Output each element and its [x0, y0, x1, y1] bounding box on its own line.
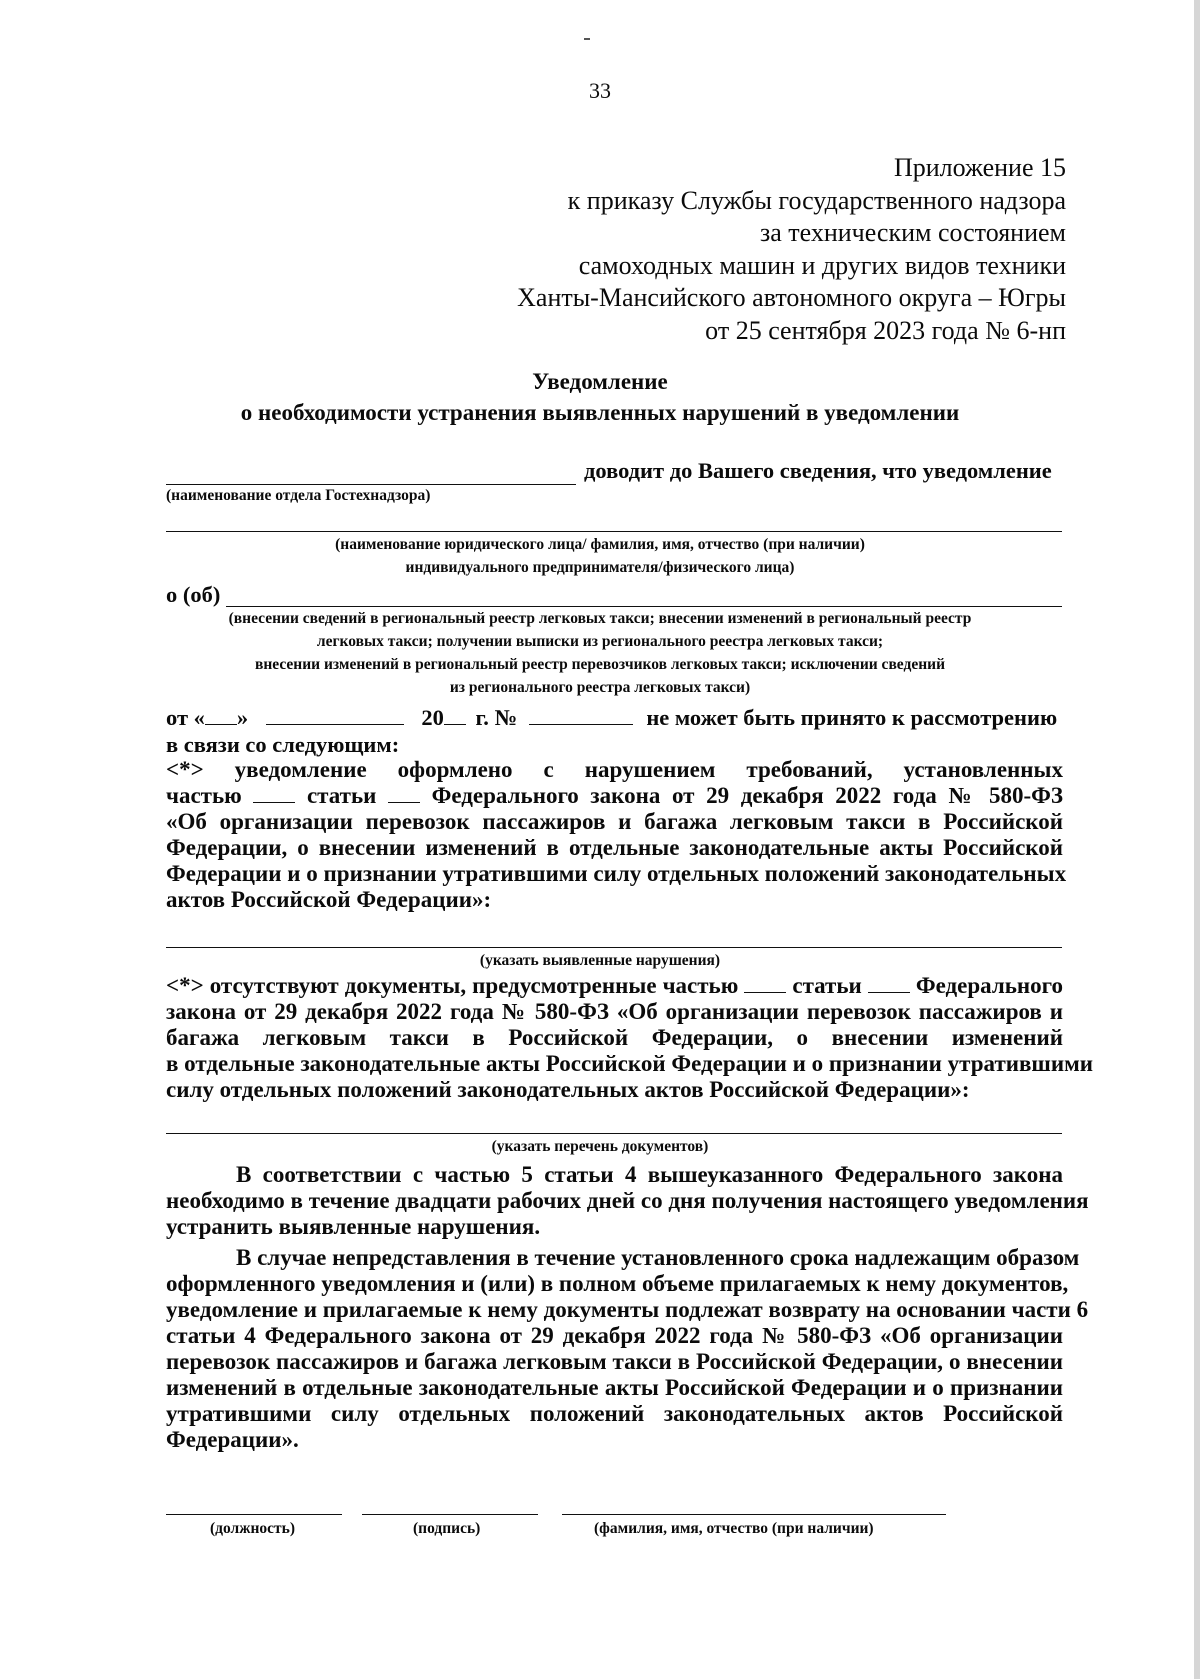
- about-caption-3: внесении изменений в региональный реестр перевозчиков легковых такси; исключении сведений: [254, 656, 945, 673]
- deadline-paragraph: [166, 1162, 1089, 1240]
- dept-text: доводит до Вашего сведения, что уведомление: [584, 458, 1052, 483]
- entity-caption-1: (наименование юридического лица/ фамилия, имя, отчество (при наличии): [335, 536, 865, 553]
- violation-line-5: Федерации и о признании утратившими силу отдельных положений законодательных: [166, 861, 1067, 886]
- documents-line-5: силу отдельных положений законодательных актов Российской Федерации»:: [166, 1077, 970, 1102]
- documents-article-blank: [868, 974, 910, 993]
- document-subtitle: о необходимости устранения выявленных нарушений в уведомлении: [240, 400, 960, 425]
- date-row-tail: не может быть принято к рассмотрению: [646, 705, 1058, 730]
- scan-mark: [584, 38, 590, 40]
- entity-name-blank: [166, 531, 1062, 532]
- appendix-line-5: Ханты-Мансийского автономного округа – Югры: [517, 283, 1066, 312]
- appendix-line-3: за техническим состоянием: [759, 218, 1066, 247]
- deadline-line-1: В соответствии с частью 5 статьи 4 вышеуказанного Федерального закона: [236, 1162, 1063, 1187]
- dept-caption: (наименование отдела Гостехнадзора): [166, 487, 431, 504]
- violation-article-label: статьи: [306, 783, 377, 808]
- documents-paragraph: [166, 973, 1093, 1103]
- violations-caption: (указать выявленные нарушения): [479, 952, 721, 969]
- return-paragraph: [166, 1245, 1089, 1453]
- violation-line-6: актов Российской Федерации»:: [166, 887, 492, 912]
- documents-caption: (указать перечень документов): [491, 1138, 709, 1155]
- number-blank: [529, 706, 633, 725]
- full-name-caption: (фамилия, имя, отчество (при наличии): [594, 1520, 874, 1537]
- signature-blank: [362, 1514, 538, 1515]
- scan-edge: [1194, 0, 1200, 1679]
- documents-line-4: в отдельные законодательные акты Российской Федерации и о признании утратившими: [166, 1051, 1093, 1076]
- documents-line-3: багажа легковым такси в Российской Федерации, о внесении изменений: [166, 1025, 1063, 1050]
- violation-line-3: «Об организации перевозок пассажиров и багажа легковым такси в Российской: [166, 809, 1063, 834]
- date-row: [166, 705, 1057, 731]
- reason-intro: в связи со следующим:: [166, 732, 400, 757]
- deadline-line-2: необходимо в течение двадцати рабочих дней со дня получения настоящего уведомления: [166, 1188, 1089, 1213]
- position-caption: (должность): [210, 1520, 296, 1537]
- about-caption-1: (внесении сведений в региональный реестр легковых такси; внесении изменений в региональный реестр: [228, 610, 972, 627]
- year-blank: [444, 706, 466, 725]
- entity-caption-2: индивидуального предпринимателя/физического лица): [405, 559, 795, 576]
- return-line-8: Федерации».: [166, 1427, 299, 1452]
- documents-article-label: статьи: [792, 973, 862, 998]
- dept-name-blank: [166, 484, 576, 485]
- return-line-6: изменений в отдельные законодательные акты Российской Федерации и о признании: [166, 1375, 1063, 1400]
- return-line-5: перевозок пассажиров и багажа легковым такси в Российской Федерации, о внесении: [166, 1349, 1063, 1374]
- appendix-line-2: к приказу Службы государственного надзора: [567, 185, 1066, 215]
- deadline-line-3: устранить выявленные нарушения.: [166, 1214, 541, 1239]
- return-line-7: утратившими силу отдельных положений законодательных актов Российской: [166, 1401, 1063, 1426]
- violation-part-blank: [253, 784, 295, 803]
- return-line-4: статьи 4 Федерального закона от 29 декабря 2022 года № 580-ФЗ «Об организации: [166, 1323, 1063, 1348]
- appendix-header: [517, 152, 1066, 347]
- documents-line-2: закона от 29 декабря 2022 года № 580-ФЗ «Об организации перевозок пассажиров и: [166, 999, 1063, 1024]
- documents-line-1: [166, 973, 1063, 999]
- violation-paragraph: [166, 757, 1067, 913]
- about-blank: [226, 606, 1062, 607]
- position-blank: [166, 1514, 342, 1515]
- violation-line-4: Федерации, о внесении изменений в отдельные законодательные акты Российской: [166, 835, 1063, 860]
- about-caption-2: легковых такси; получении выписки из регионального реестра легковых такси;: [316, 633, 884, 650]
- date-close-quote: »: [236, 705, 249, 730]
- documents-law-word: Федерального: [915, 973, 1064, 998]
- appendix-line-6: от 25 сентября 2023 года № 6-нп: [705, 315, 1066, 345]
- about-caption-4: из регионального реестра легковых такси): [449, 679, 751, 696]
- violation-line-2: [166, 783, 1063, 809]
- about-label: о (об): [166, 582, 221, 607]
- month-blank: [266, 706, 404, 725]
- appendix-line-1: Приложение 15: [893, 153, 1066, 182]
- date-from-label: от «: [166, 705, 205, 730]
- return-line-1: В случае непредставления в течение установленного срока надлежащим образом: [236, 1245, 1080, 1270]
- violation-part-label: частью: [166, 783, 242, 808]
- page-number: 33: [589, 78, 611, 103]
- documents-list-blank: [166, 1133, 1062, 1134]
- return-line-2: оформленного уведомления и (или) в полном объеме прилагаемых к нему документов,: [166, 1271, 1069, 1296]
- violation-law-text: Федерального закона от 29 декабря 2022 года № 580-ФЗ: [431, 783, 1064, 808]
- full-name-blank: [562, 1514, 946, 1515]
- return-line-3: уведомление и прилагаемые к нему документы подлежат возврату на основании части 6: [166, 1297, 1089, 1322]
- appendix-line-4: самоходных машин и других видов техники: [578, 250, 1066, 280]
- documents-part-blank: [744, 974, 786, 993]
- day-blank: [205, 706, 237, 725]
- signature-caption: (подпись): [413, 1520, 481, 1537]
- violation-line-1: <*> уведомление оформлено с нарушением требований, установленных: [166, 757, 1063, 782]
- violation-article-blank: [388, 784, 420, 803]
- documents-intro: <*> отсутствуют документы, предусмотренные частью: [166, 973, 739, 998]
- violations-blank: [166, 947, 1062, 948]
- number-label: г. №: [475, 705, 518, 730]
- year-prefix: 20: [421, 705, 444, 730]
- document-title: Уведомление: [532, 369, 668, 394]
